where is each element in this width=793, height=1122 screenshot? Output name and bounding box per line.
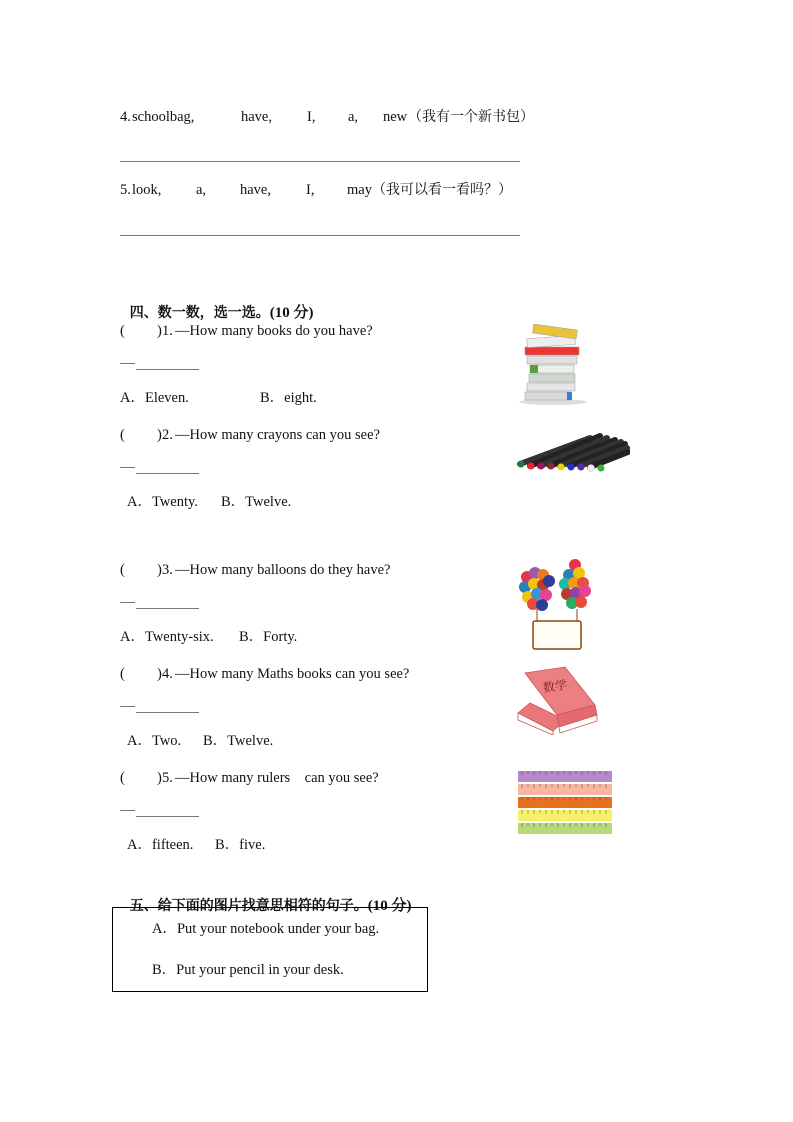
- option-a: A．Twenty-six.: [120, 629, 214, 645]
- question-text: —How many books do you have?: [175, 323, 373, 339]
- option-b: B．Twelve.: [203, 733, 274, 749]
- word: I,: [307, 109, 316, 125]
- question-text: —How many rulers can you see?: [175, 770, 379, 786]
- option-a: A．Eleven.: [120, 390, 189, 406]
- rulers-image: [518, 770, 612, 836]
- section-title: 四、数一数，选一选。: [129, 305, 270, 321]
- chinese-hint: （我可以看一看吗？）: [372, 182, 512, 198]
- answer-paren-open[interactable]: (: [120, 562, 125, 578]
- answer-blank[interactable]: [136, 608, 199, 609]
- answer-paren-open[interactable]: (: [120, 427, 125, 443]
- option-b: B．five.: [215, 837, 266, 853]
- answer-paren-close: ): [157, 562, 162, 578]
- answer-paren-close: ): [157, 427, 162, 443]
- section-title: 五、给下面的图片找意思相符的句子。: [129, 898, 368, 914]
- option-a: A．Two.: [127, 733, 182, 749]
- answer-paren-close: ): [157, 323, 162, 339]
- word: a,: [348, 109, 359, 125]
- word: a,: [196, 182, 207, 198]
- answer-line[interactable]: [120, 235, 520, 236]
- answer-dash: [120, 363, 135, 364]
- word: look,: [132, 182, 162, 198]
- crayons-image: [515, 428, 630, 473]
- maths-label: 数学: [542, 677, 568, 695]
- balloons-image: [515, 557, 597, 653]
- question-number: 3.: [162, 562, 173, 578]
- sentence-option-b: B．Put your pencil in your desk.: [152, 962, 344, 978]
- question-number: 5.: [162, 770, 173, 786]
- word: have,: [240, 182, 271, 198]
- option-a: A．fifteen.: [127, 837, 194, 853]
- question-number: 1.: [162, 323, 173, 339]
- answer-paren-close: ): [157, 666, 162, 682]
- answer-blank[interactable]: [136, 816, 199, 817]
- chinese-hint: （我有一个新书包）: [408, 109, 534, 125]
- answer-dash: [120, 810, 135, 811]
- question-text: —How many Maths books can you see?: [175, 666, 410, 682]
- answer-line[interactable]: [120, 161, 520, 162]
- item-number: 5.: [120, 182, 131, 198]
- option-b: B．Twelve.: [221, 494, 292, 510]
- sentence-option-a: A．Put your notebook under your bag.: [152, 921, 380, 937]
- section-score: (10 分): [367, 898, 412, 914]
- question-number: 2.: [162, 427, 173, 443]
- word: have,: [241, 109, 272, 125]
- answer-paren-close: ): [157, 770, 162, 786]
- question-text: —How many balloons do they have?: [175, 562, 391, 578]
- question-text: —How many crayons can you see?: [175, 427, 380, 443]
- answer-paren-open[interactable]: (: [120, 770, 125, 786]
- sentence-options-box: [112, 907, 428, 992]
- option-b: B．eight.: [260, 390, 317, 406]
- answer-blank[interactable]: [136, 712, 199, 713]
- section-4-heading: [120, 285, 314, 322]
- item-number: 4.: [120, 109, 131, 125]
- option-b: B．Forty.: [239, 629, 298, 645]
- word: new: [383, 109, 408, 125]
- answer-dash: [120, 706, 135, 707]
- option-a: A．Twenty.: [127, 494, 198, 510]
- answer-paren-open[interactable]: (: [120, 666, 125, 682]
- question-number: 4.: [162, 666, 173, 682]
- answer-blank[interactable]: [136, 369, 199, 370]
- answer-blank[interactable]: [136, 473, 199, 474]
- maths-books-image: [515, 665, 600, 735]
- answer-dash: [120, 602, 135, 603]
- section-score: (10 分): [269, 305, 314, 321]
- word: may: [347, 182, 372, 198]
- word: I,: [306, 182, 315, 198]
- stack-of-books-image: [515, 322, 595, 407]
- word: schoolbag,: [132, 109, 195, 125]
- answer-paren-open[interactable]: (: [120, 323, 125, 339]
- answer-dash: [120, 467, 135, 468]
